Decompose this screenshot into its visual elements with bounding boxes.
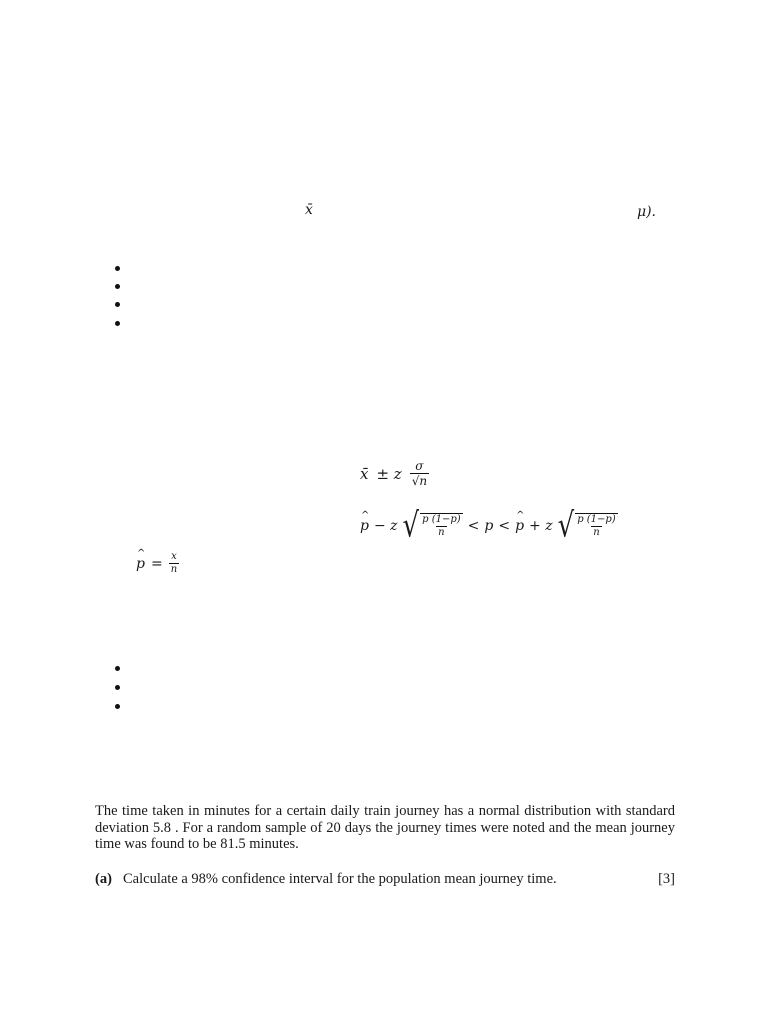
x-over-n (169, 552, 179, 575)
formula-minus-z: − z (373, 518, 398, 534)
proportion-ci-formula (360, 506, 618, 546)
phat-definition (136, 552, 179, 575)
formula-plus-z: + z (529, 518, 553, 534)
question-part-a (95, 871, 675, 888)
phat-symbol: p ^ (136, 556, 145, 572)
formula-left-phat: p ^ (360, 518, 369, 534)
part-text: Calculate a 98% confidence interval for the population mean journey time. (123, 871, 557, 887)
bullet (115, 321, 120, 326)
formula-right-sqrt (557, 506, 618, 546)
bullet (115, 266, 120, 271)
formula-xbar: x̄ (360, 464, 369, 483)
mean-ci-formula (360, 460, 429, 487)
phat-x: x (171, 551, 177, 562)
formula-right-num: p (1−p) (577, 514, 616, 525)
formula-lt-1: < (467, 518, 480, 534)
marks: [3] (658, 871, 675, 887)
formula-left-fraction (420, 515, 463, 538)
bullet (115, 685, 120, 690)
formula-pm-z: ± z (376, 464, 402, 483)
radical-sign: √ (402, 506, 420, 546)
formula-left-den: n (438, 527, 445, 538)
formula-sqrt-n: √n (411, 474, 428, 488)
question-paragraph: The time taken in minutes for a certain daily train journey has a normal distribution with standard deviation 5.8 . For a random sample of 20 days the journey times were noted and the mean journey time was found to be 81.5 minutes. (95, 803, 675, 852)
bullet (115, 666, 120, 671)
formula-sigma: σ (415, 459, 424, 473)
xbar-symbol: x̄ (305, 202, 313, 218)
formula-right-phat: p ^ (515, 518, 524, 534)
formula-left-num: p (1−p) (422, 514, 461, 525)
formula-lt-2: < (498, 518, 511, 534)
sigma-over-root-n (410, 460, 429, 487)
bullet (115, 302, 120, 307)
bullet (115, 284, 120, 289)
formula-left-sqrt (402, 506, 463, 546)
phat-n: n (170, 564, 178, 575)
phat-equals: = (150, 555, 163, 572)
part-label: (a) (95, 871, 112, 887)
bullet (115, 704, 120, 709)
formula-right-den: n (593, 527, 600, 538)
formula-right-fraction (575, 515, 618, 538)
formula-p: p (484, 518, 494, 534)
radical-sign: √ (557, 506, 575, 546)
mu-symbol: μ). (637, 204, 657, 220)
